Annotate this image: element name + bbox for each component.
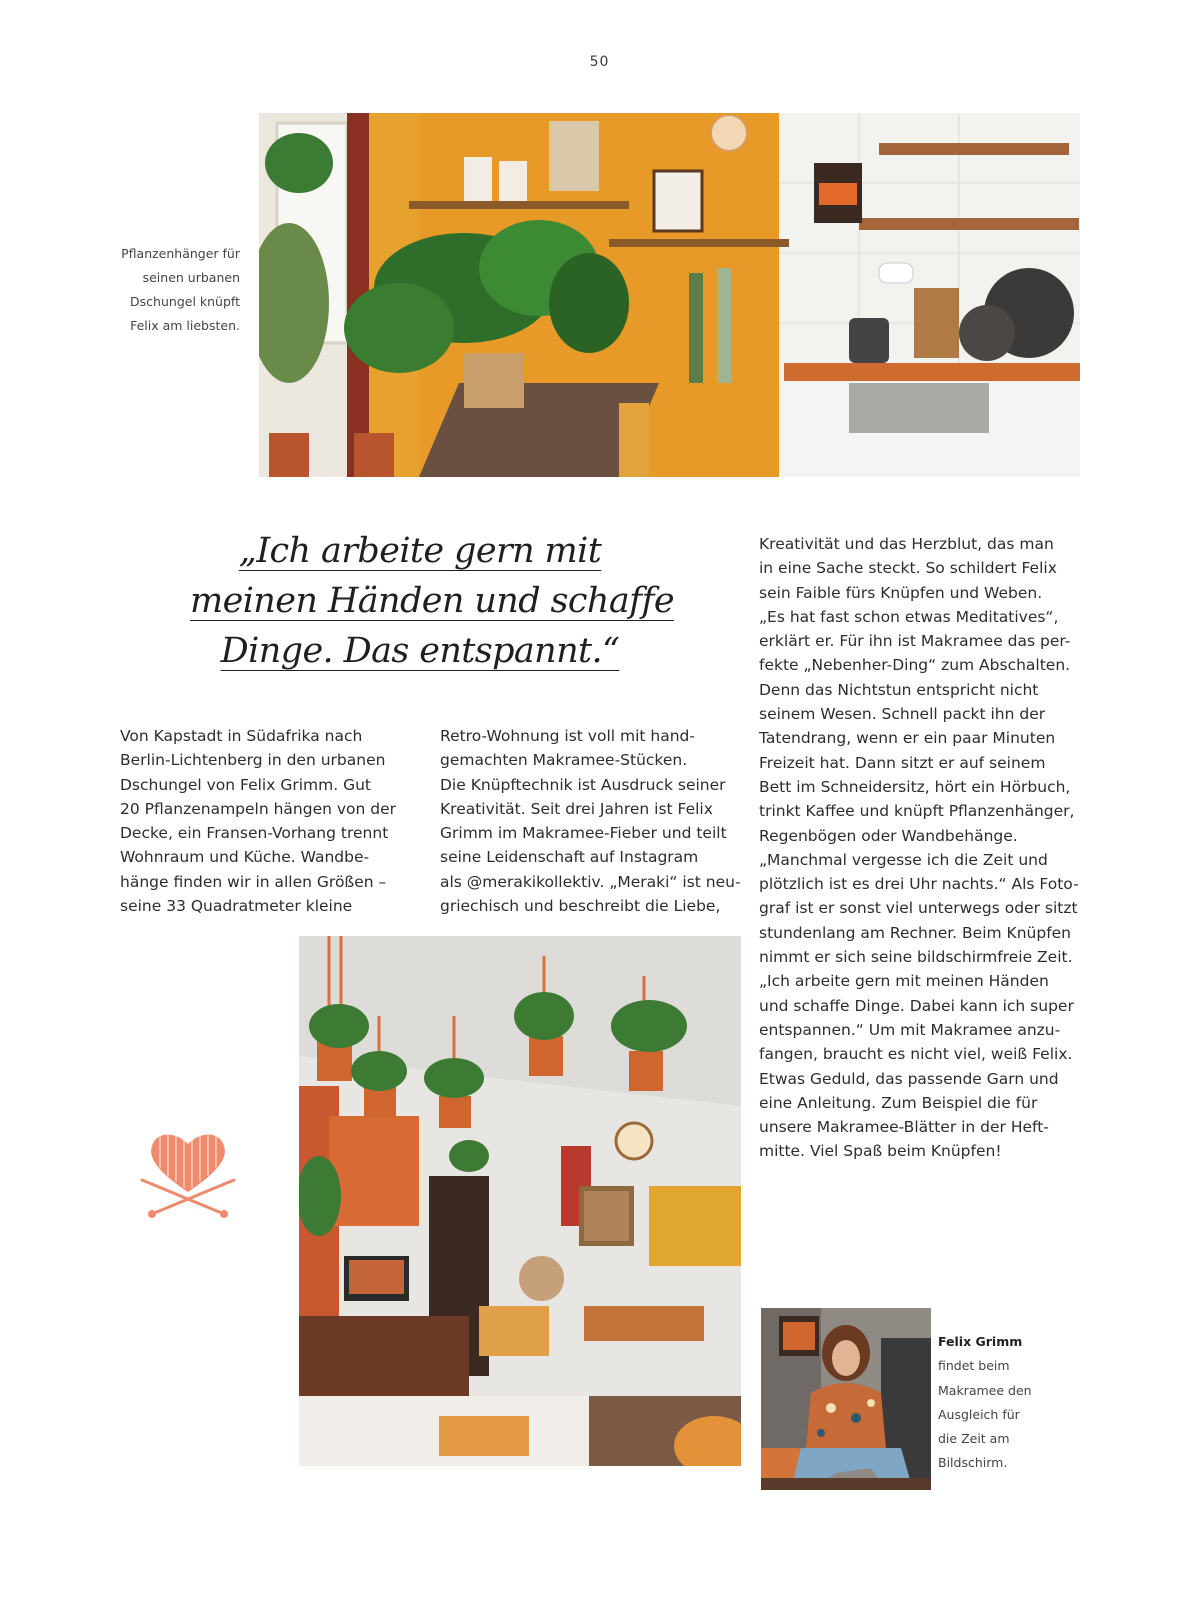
knitted-heart-needles-icon	[138, 1128, 238, 1220]
text-line: Regenbögen oder Wandbehänge.	[759, 826, 1018, 845]
caption-line: Dschungel knüpft	[130, 294, 240, 309]
text-line: Berlin-Lichtenberg in den urbanen	[120, 751, 386, 770]
pull-quote-line: Dinge. Das entspannt.“	[220, 631, 620, 671]
caption-line: Makramee den	[938, 1382, 1032, 1398]
text-line: Wohnraum und Küche. Wandbe-	[120, 848, 370, 867]
article-column-3	[759, 532, 1089, 1164]
text-line: Etwas Geduld, das passende Garn und	[759, 1069, 1059, 1088]
text-line: seine Leidenschaft auf Instagram	[440, 848, 699, 867]
caption-line: Ausgleich für	[938, 1406, 1020, 1422]
text-line: Decke, ein Fransen-Vorhang trennt	[120, 824, 389, 843]
caption-line: Pflanzenhänger für	[121, 246, 240, 261]
pull-quote-line: meinen Händen und schaffe	[190, 581, 674, 621]
text-line: Denn das Nichtstun entspricht nicht	[759, 680, 1039, 699]
text-line: Dschungel von Felix Grimm. Gut	[120, 775, 371, 794]
caption-line: Felix am liebsten.	[130, 318, 240, 333]
text-line: gemachten Makramee-Stücken.	[440, 751, 688, 770]
living-room-photo-illustration	[299, 936, 741, 1466]
text-line: 20 Pflanzenampeln hängen von der	[120, 799, 397, 818]
text-line: erklärt er. Für ihn ist Makramee das per-	[759, 632, 1071, 651]
portrait-photo-illustration	[761, 1308, 931, 1490]
text-line: in eine Sache steckt. So schildert Felix	[759, 559, 1057, 578]
text-line: Bett im Schneidersitz, hört ein Hörbuch,	[759, 777, 1071, 796]
article-column-1	[120, 724, 420, 918]
text-line: Kreativität. Seit drei Jahren ist Felix	[440, 799, 713, 818]
text-line: fekte „Nebenher-Ding“ zum Abschalten.	[759, 656, 1071, 675]
page-number: 50	[589, 54, 610, 70]
text-line: Freizeit hat. Dann sitzt er auf seinem	[759, 753, 1046, 772]
text-line: eine Anleitung. Zum Beispiel die für	[759, 1093, 1038, 1112]
caption-line: Bildschirm.	[938, 1455, 1008, 1471]
caption-line: seinen urbanen	[142, 270, 240, 285]
text-line: entspannen.“ Um mit Makramee anzu-	[759, 1020, 1061, 1039]
article-column-2	[440, 724, 740, 918]
living-room-photo	[299, 936, 741, 1466]
text-line: graf ist er sonst viel unterwegs oder sitzt	[759, 899, 1078, 918]
text-line: „Ich arbeite gern mit meinen Händen	[759, 972, 1049, 991]
text-line: plötzlich ist es drei Uhr nachts.“ Als Foto-	[759, 875, 1079, 894]
text-line: griechisch und beschreibt die Liebe,	[440, 897, 721, 916]
text-line: fangen, braucht es nicht viel, weiß Felix.	[759, 1045, 1073, 1064]
pull-quote	[190, 526, 674, 676]
text-line: „Es hat fast schon etwas Meditatives“,	[759, 607, 1059, 626]
text-line: Tatendrang, wenn er ein paar Minuten	[759, 729, 1056, 748]
portrait-caption	[938, 1330, 1058, 1476]
text-line: „Manchmal vergesse ich die Zeit und	[759, 850, 1048, 869]
portrait-photo	[761, 1308, 931, 1490]
text-line: seinem Wesen. Schnell packt ihn der	[759, 705, 1046, 724]
text-line: mitte. Viel Spaß beim Knüpfen!	[759, 1142, 1002, 1161]
text-line: nimmt er sich seine bildschirmfreie Zeit.	[759, 948, 1073, 967]
text-line: und schaffe Dinge. Dabei kann ich super	[759, 996, 1074, 1015]
text-line: Retro-Wohnung ist voll mit hand-	[440, 727, 695, 745]
text-line: Die Knüpftechnik ist Ausdruck seiner	[440, 775, 726, 794]
text-line: sein Faible fürs Knüpfen und Weben.	[759, 583, 1043, 602]
text-line: trinkt Kaffee und knüpft Pflanzenhänger,	[759, 802, 1075, 821]
text-line: als @merakikollektiv. „Meraki“ ist neu-	[440, 872, 741, 891]
kitchen-photo-illustration	[259, 113, 1080, 477]
portrait-caption-name: Felix Grimm	[938, 1334, 1023, 1349]
text-line: unsere Makramee-Blätter in der Heft-	[759, 1118, 1049, 1137]
text-line: Grimm im Makramee-Fieber und teilt	[440, 824, 727, 843]
top-image-caption	[100, 242, 240, 338]
caption-line: die Zeit am	[938, 1431, 1010, 1447]
knitted-heart-icon	[138, 1128, 238, 1220]
text-line: stundenlang am Rechner. Beim Knüpfen	[759, 923, 1072, 942]
text-line: hänge finden wir in allen Größen –	[120, 872, 387, 891]
text-line: seine 33 Quadratmeter kleine	[120, 897, 353, 916]
kitchen-photo	[259, 113, 1080, 477]
text-line: Kreativität und das Herzblut, das man	[759, 535, 1054, 553]
caption-line: findet beim	[938, 1358, 1010, 1374]
pull-quote-line: „Ich arbeite gern mit	[238, 531, 602, 571]
text-line: Von Kapstadt in Südafrika nach	[120, 727, 363, 745]
